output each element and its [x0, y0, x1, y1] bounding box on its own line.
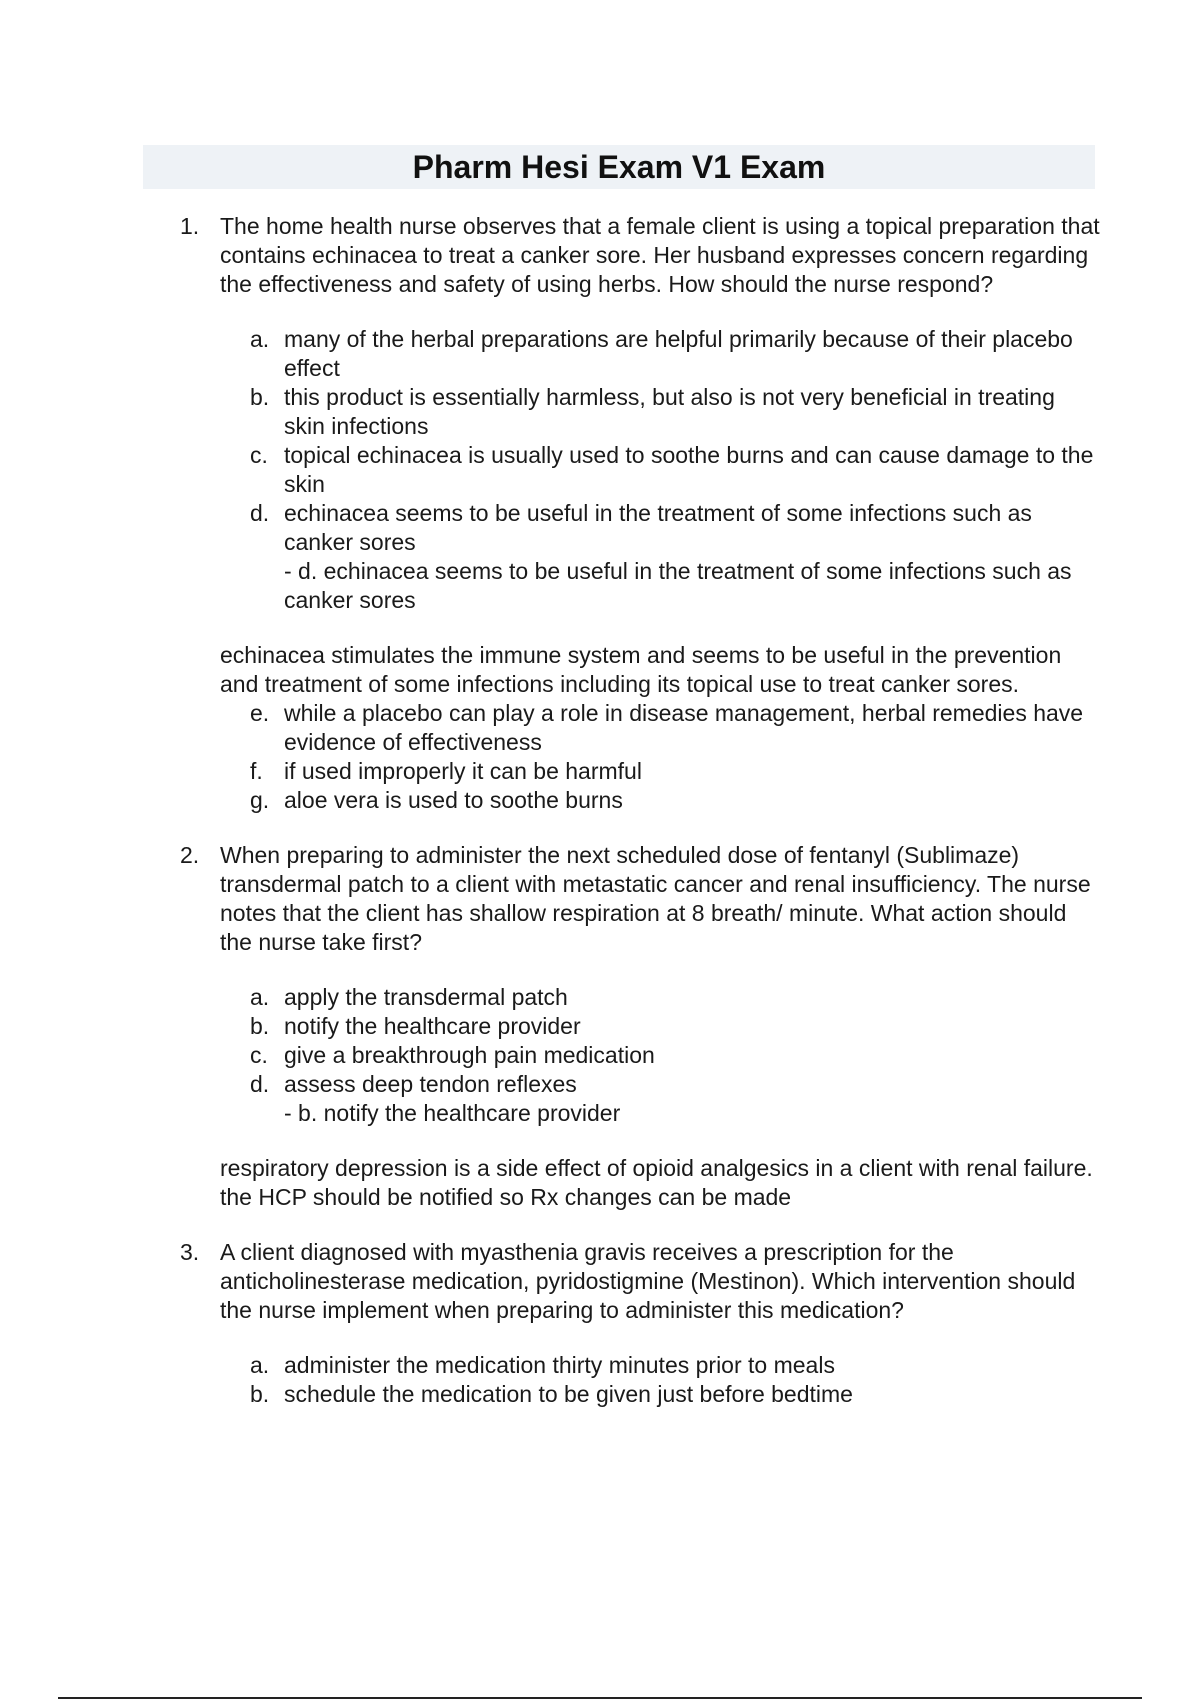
option-text: echinacea seems to be useful in the treatment of some infections such as canker sores: [284, 500, 1032, 555]
question-number: 3.: [180, 1239, 200, 1265]
question-list: [180, 212, 1100, 1435]
option-letter: f.: [250, 758, 263, 784]
question-number: 2.: [180, 842, 200, 868]
option-letter: c.: [250, 442, 268, 468]
correct-answer: - b. notify the healthcare provider: [284, 1100, 621, 1126]
option-letter: b.: [250, 384, 270, 410]
option-letter: d.: [250, 500, 270, 526]
option-text: this product is essentially harmless, but also is not very beneficial in treating skin infections: [284, 384, 1055, 439]
rationale-text: respiratory depression is a side effect of opioid analgesics in a client with renal failure. the HCP should be notified so Rx changes can be made: [220, 1155, 1093, 1210]
rationale-text: echinacea stimulates the immune system and seems to be useful in the prevention and treatment of some infections including its topical use to treat canker sores.: [220, 642, 1062, 697]
option-item: [250, 1351, 1100, 1380]
page-title: Pharm Hesi Exam V1 Exam: [143, 145, 1095, 189]
option-item: [250, 325, 1100, 383]
option-list: [250, 325, 1100, 615]
option-letter: a.: [250, 984, 270, 1010]
option-text: notify the healthcare provider: [284, 1013, 581, 1039]
option-item: [250, 786, 1100, 815]
question-stem: [180, 1238, 1100, 1325]
option-item: [250, 1070, 1100, 1099]
option-text: many of the herbal preparations are helpful primarily because of their placebo effect: [284, 326, 1073, 381]
option-list: [250, 1351, 1100, 1409]
question-text: The home health nurse observes that a female client is using a topical preparation that contains echinacea to treat a canker sore. Her husband expresses concern regarding the effectiveness and safety of using herbs. How should the nurse respond?: [220, 213, 1100, 297]
option-list: [250, 983, 1100, 1128]
option-list-continued: [250, 699, 1100, 815]
question-stem: [180, 841, 1100, 957]
option-item: [250, 1041, 1100, 1070]
option-text: aloe vera is used to soothe burns: [284, 787, 623, 813]
option-text: apply the transdermal patch: [284, 984, 568, 1010]
option-letter: g.: [250, 787, 270, 813]
option-text: topical echinacea is usually used to soothe burns and can cause damage to the skin: [284, 442, 1094, 497]
option-letter: c.: [250, 1042, 268, 1068]
option-item: [250, 1012, 1100, 1041]
question-text: When preparing to administer the next scheduled dose of fentanyl (Sublimaze) transdermal patch to a client with metastatic cancer and renal insufficiency. The nurse notes that the client has shallow respiration at 8 breath/ minute. What action should the nurse take first?: [220, 842, 1091, 955]
option-item: [250, 499, 1100, 557]
option-text: administer the medication thirty minutes prior to meals: [284, 1352, 835, 1378]
option-item: [250, 383, 1100, 441]
option-item: [250, 983, 1100, 1012]
option-text: while a placebo can play a role in disease management, herbal remedies have evidence of effectiveness: [284, 700, 1084, 755]
option-letter: b.: [250, 1013, 270, 1039]
option-item: [250, 757, 1100, 786]
correct-answer: - d. echinacea seems to be useful in the treatment of some infections such as canker sores: [284, 558, 1072, 613]
option-item: [250, 441, 1100, 499]
option-letter: a.: [250, 1352, 270, 1378]
page-divider: [58, 1697, 1142, 1699]
option-letter: e.: [250, 700, 270, 726]
option-text: schedule the medication to be given just before bedtime: [284, 1381, 853, 1407]
question-stem: [180, 212, 1100, 299]
option-letter: d.: [250, 1071, 270, 1097]
option-item: [250, 699, 1100, 757]
option-letter: b.: [250, 1381, 270, 1407]
option-item: [250, 1380, 1100, 1409]
question-text: A client diagnosed with myasthenia gravis receives a prescription for the anticholinesterase medication, pyridostigmine (Mestinon). Which intervention should the nurse implement when preparing to administer this medication?: [220, 1239, 1076, 1323]
option-text: if used improperly it can be harmful: [284, 758, 642, 784]
question-3: [180, 1238, 1100, 1409]
option-text: assess deep tendon reflexes: [284, 1071, 577, 1097]
option-text: give a breakthrough pain medication: [284, 1042, 655, 1068]
question-number: 1.: [180, 213, 200, 239]
question-1: [180, 212, 1100, 815]
question-2: [180, 841, 1100, 1212]
option-letter: a.: [250, 326, 270, 352]
